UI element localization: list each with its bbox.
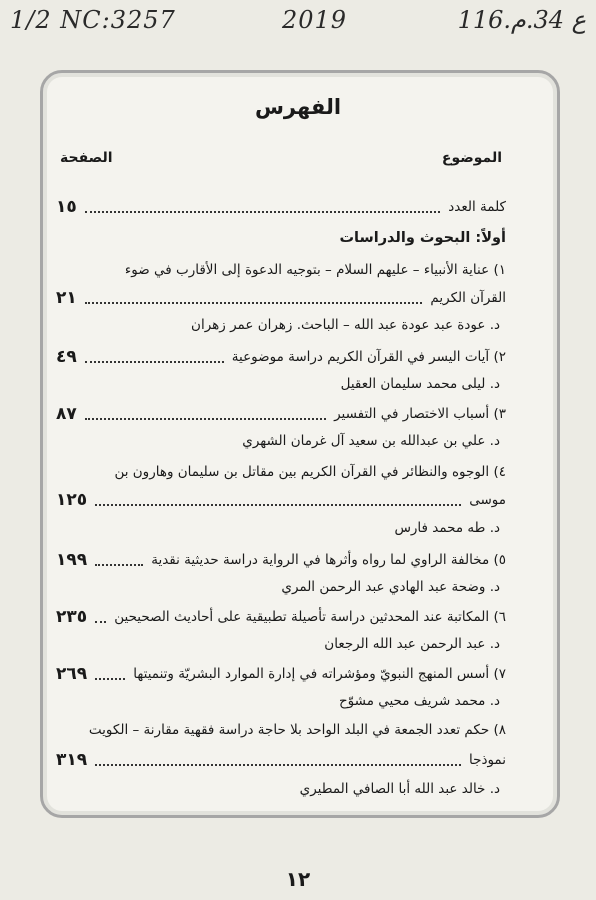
page-title: الفهرس (254, 95, 342, 119)
toc-entry-title: ٤) الوجوه والنظائر في القرآن الكريم بين مقاتل بن سليمان وهارون بن (114, 464, 506, 480)
toc-entry-title: ٧) أسس المنهج النبويّ ومؤشراته في إدارة الموارد البشريّة وتنميتها (133, 666, 506, 682)
author-line: د. محمد شريف محيي مشوّح (338, 693, 500, 709)
toc-entry (56, 607, 506, 633)
toc-entry-page: ٢١ (56, 288, 77, 308)
author-line: د. وضحة عبد الهادي عبد الرحمن المري (281, 579, 500, 595)
dot-leader (95, 621, 106, 623)
dot-leader (85, 361, 224, 363)
page-number: ١٢ (285, 867, 311, 891)
toc-entry-title: نموذجا (468, 752, 506, 768)
handwritten-note-call-number: 1/2 NC:3257 (10, 6, 176, 34)
author-line: د. خالد عبد الله أبا الصافي المطيري (299, 781, 500, 797)
toc-entry-page: ٤٩ (56, 347, 77, 367)
author-line: د. عودة عبد عودة عبد الله – الباحث. زهران عمر زهران (191, 317, 500, 333)
toc-entry-page: ١٢٥ (56, 490, 88, 510)
toc-entry (56, 664, 506, 690)
author-line: د. عبد الرحمن عبد الله الرجعان (324, 636, 500, 652)
toc-entry-page: ٣١٩ (56, 750, 88, 770)
toc-entry-page: ٨٧ (56, 404, 77, 424)
section-heading: أولاً: البحوث والدراسات (339, 230, 506, 246)
toc-entry-page: ١٩٩ (56, 550, 88, 570)
toc-entry-title: ١) عناية الأنبياء – عليهم السلام – بتوجيه الدعوة إلى الأقارب في ضوء (124, 262, 506, 278)
toc-entry (56, 550, 506, 576)
toc-entry-page: ٢٦٩ (56, 664, 88, 684)
toc-entry-title: ٢) آيات اليسر في القرآن الكريم دراسة موضوعية (231, 349, 506, 365)
toc-entry-page: ١٥ (56, 197, 77, 217)
toc-entry-title: ٣) أسباب الاختصار في التفسير (334, 406, 506, 422)
dot-leader (95, 564, 143, 566)
dot-leader (85, 211, 441, 213)
dot-leader (95, 764, 461, 766)
author-line: د. علي بن عبدالله بن سعيد آل غرمان الشهري (242, 433, 500, 449)
toc-entry-title: ٥) مخالفة الراوي لما رواه وأثرها في الرواية دراسة حديثية نقدية (151, 552, 506, 568)
toc-entry (56, 750, 506, 776)
toc-entry-title: موسى (469, 492, 506, 508)
toc-entry-page: ٢٣٥ (56, 607, 88, 627)
dot-leader (95, 504, 461, 506)
toc-entry (56, 404, 506, 430)
page-column-header: الصفحة (60, 150, 113, 166)
toc-entry-title: القرآن الكريم (430, 290, 506, 306)
author-line: د. ليلى محمد سليمان العقيل (340, 376, 500, 392)
toc-entry-title: ٦) المكاتبة عند المحدثين دراسة تأصيلة تطبيقية على أحاديث الصحيحين (114, 609, 506, 625)
author-line: د. طه محمد فارس (394, 520, 500, 536)
dot-leader (85, 418, 326, 420)
dot-leader (85, 302, 423, 304)
toc-entry-title: كلمة العدد (448, 199, 506, 215)
handwritten-note-volume: 116.ع 34.م (457, 6, 586, 34)
topic-column-header: الموضوع (441, 150, 502, 166)
toc-entry-title: ٨) حكم تعدد الجمعة في البلد الواحد بلا حاجة دراسة فقهية مقارنة – الكويت (88, 722, 506, 738)
toc-entry (56, 197, 506, 223)
handwritten-note-year: 2019 (282, 6, 348, 34)
toc-entry (56, 490, 506, 516)
toc-entry (56, 347, 506, 373)
toc-entry (56, 288, 506, 314)
dot-leader (95, 678, 125, 680)
